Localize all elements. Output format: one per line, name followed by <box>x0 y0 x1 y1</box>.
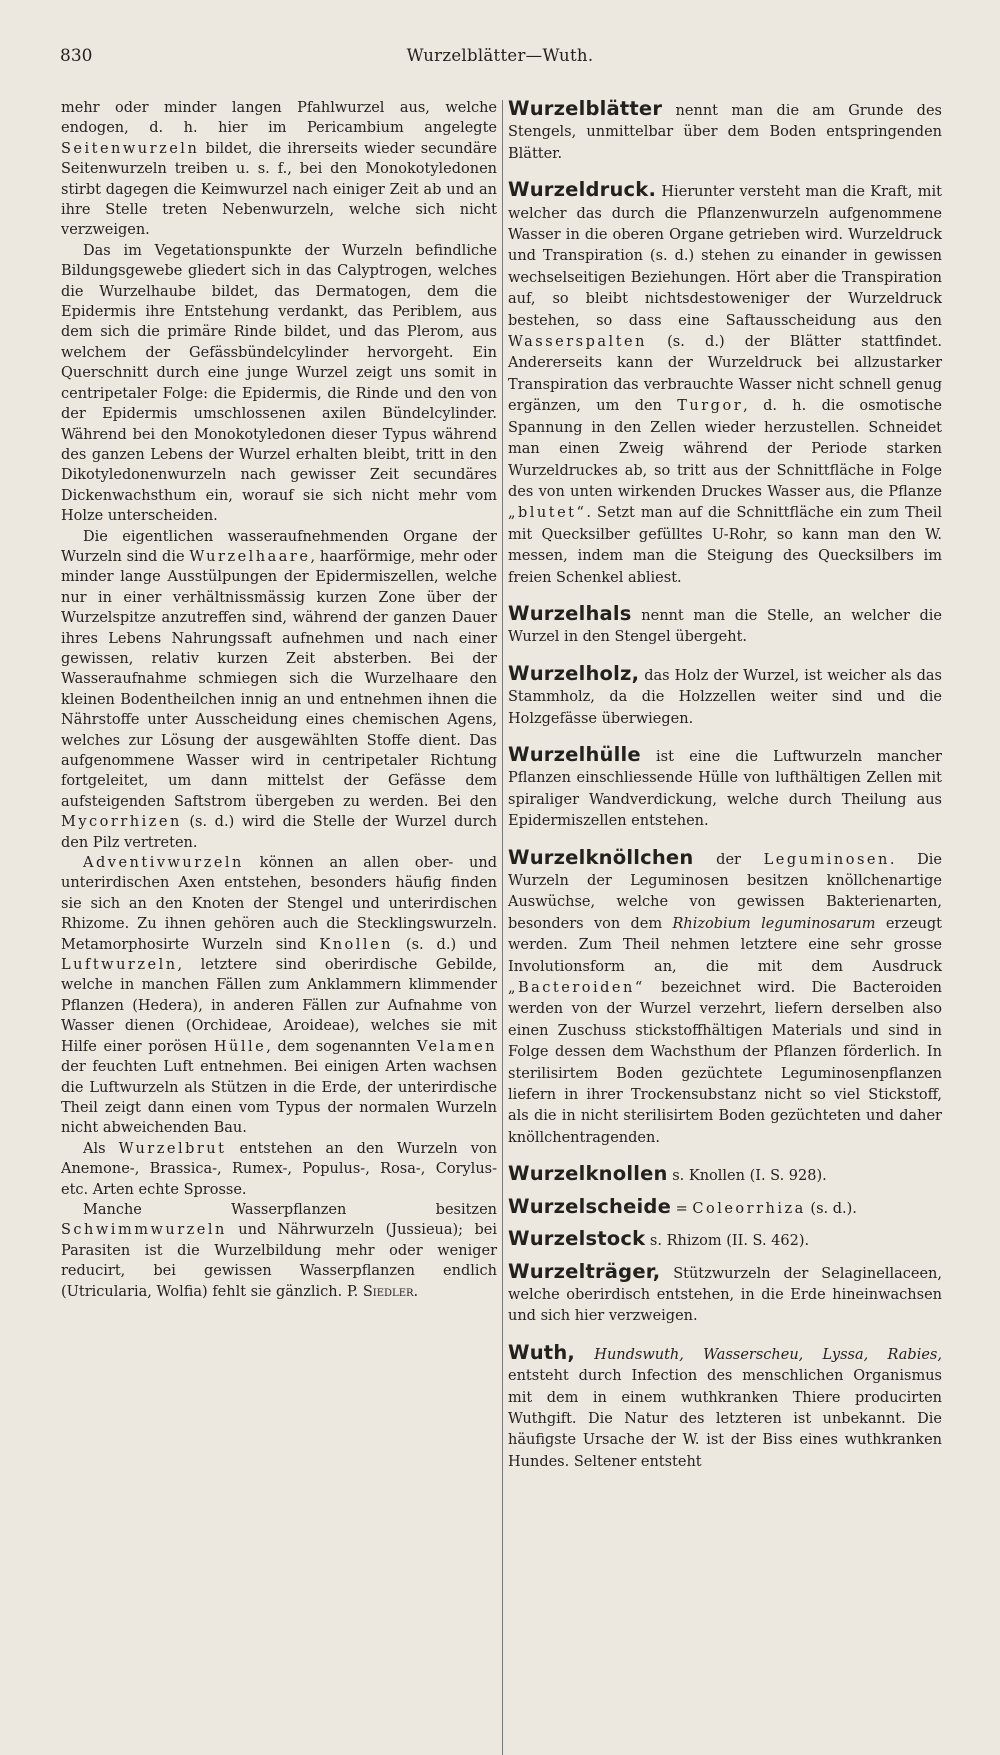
entry-wurzelknollen: Wurzelknollen s. Knollen (I. S. 928). <box>508 1162 827 1186</box>
paragraph: mehr oder minder langen Pfahlwurzel aus, welche endogen, d. h. hier im Pericambium angelegte Seitenwurzeln bildet, die ihrerseits wieder secundäre Seitenwurzeln treiben u. s. f., bei den Monokotyledonen stirbt dagegen die Keimwurzel nach einiger Zeit ab und an ihre Stelle treten Nebenwurzeln, welche sich nicht verzweigen. <box>61 100 497 239</box>
entry-wurzeldruck: Wurzeldruck. Hierunter versteht man die Kraft, mit welcher das durch die Pflanzenwurzeln aufgenommene Wasser in die oberen Organe getrieben wird. Wurzeldruck und Transpiration (s. d.) stehen zu einander in gewissen wechselseitigen Beziehungen. Hört aber die Transpiration auf, so bleibt nichtsdestoweniger der Wurzeldruck bestehen, so dass eine Saftausscheidung aus den Wasserspalten (s. d.) der Blätter stattfindet. Andererseits kann der Wurzeldruck bei allzustarker Transpiration das verbrauchte Wasser nicht schnell genug ergänzen, um den Turgor, d. h. die osmotische Spannung in den Zellen wieder herzustellen. Schneidet man einen Zweig während der Periode starken Wurzeldruckes ab, so tritt aus der Schnittfläche in Folge des von unten wirkenden Druckes Wasser aus, die Pflanze „blutet“. Setzt man auf die Schnittfläche ein zum Theil mit Quecksilber gefülltes U-Rohr, so kann man den W. messen, indem man die Steigung des Quecksilbers im freien Schenkel abliest. <box>508 178 942 586</box>
headword: Wurzelhülle <box>508 742 641 766</box>
headword: Wurzelblätter <box>508 97 663 120</box>
page-header <box>0 46 1000 76</box>
entry-wurzelknoellchen: Wurzelknöllchen der Leguminosen. Die Wurzeln der Leguminosen besitzen knöllchenartige Auswüchse, welche von gewissen Bakterienarten, besonders von dem Rhizobium leguminosarum erzeugt werden. Zum Theil nehmen letztere eine sehr grosse Involutionsform an, die mit dem Ausdruck „Bacteroiden“ bezeichnet wird. Die Bacteroiden werden von der Wurzel verzehrt, liefern derselben also einen Zuschuss stickstoffhältigen Materials und sind in Folge dessen dem Wachsthum der Pflanzen förderlich. In sterilisirtem Boden gezüchtete Leguminosenpflanzen liefern in ihrer Trockensubstanz nicht so viel Stickstoff, als die in nicht sterilisirtem Boden gezüchteten und daher knöllchentragenden. <box>508 845 943 1146</box>
entry-wurzelstock: Wurzelstock s. Rhizom (II. S. 462). <box>508 1227 810 1251</box>
paragraph: Als Wurzelbrut entstehen an den Wurzeln von Anemone-, Brassica-, Rumex-, Populus-, Rosa-, Corylus- etc. Arten echte Sprosse. <box>61 1140 497 1198</box>
right-column <box>508 98 942 1487</box>
headword: Wurzelholz, <box>508 661 640 685</box>
page-number: 830 <box>60 46 93 66</box>
paragraph: Die eigentlichen wasseraufnehmenden Organe der Wurzeln sind die Wurzelhaare, haarförmige, mehr oder minder lange Ausstülpungen der Epidermiszellen, welche nur in einer verhältnissmässig kurzen Zone über der Wurzelspitze anzutreffen sind, während der ganzen Dauer ihres Lebens Nahrungssaft aufnehmen und nach einer gewissen, relativ kurzen Zeit absterben. Bei der Wasseraufnahme schmiegen sich die Wurzelhaare den kleinen Bodentheilchen innig an und entnehmen ihnen die Nährstoffe unter Ausscheidung eines chemischen Agens, welches zur Lösung der ausgewählten Stoffe dient. Das aufgenommene Wasser wird in centripetaler Richtung fortgeleitet, um dann mittelst der Gefässe dem aufsteigenden Saftstrom übergeben zu werden. Bei den Mycorrhizen (s. d.) wird die Stelle der Wurzel durch den Pilz vertreten. <box>61 528 497 851</box>
entry-wurzeltraeger: Wurzelträger, Stützwurzeln der Selaginellaceen, welche oberirdisch entstehen, in die Erde hineinwachsen und sich hier verzweigen. <box>508 1259 942 1325</box>
paragraph: Das im Vegetationspunkte der Wurzeln befindliche Bildungsgewebe gliedert sich in das Calyptrogen, welches die Wurzelhaube bildet, das Dermatogen, dem die Epidermis ihre Entstehung verdankt, das Periblem, aus dem sich die primäre Rinde bildet, und das Plerom, aus welchem der Gefässbündelcylinder hervorgeht. Ein Querschnitt durch eine junge Wurzel zeigt uns somit in centripetaler Folge: die Epidermis, die Rinde und den von der Epidermis umschlossenen axilen Bündelcylinder. Während bei den Monokotyledonen dieser Typus während des ganzen Lebens der Wurzel erhalten bleibt, tritt in den Dikotyledonenwurzeln nach gewisser Zeit secundäres Dickenwachsthum ein, worauf sie sich nicht mehr vom Holze unterscheiden. <box>61 242 497 525</box>
entry-wurzelhuelle: Wurzelhülle ist eine die Luftwurzeln mancher Pflanzen einschliessende Hülle von lufthältigen Zellen mit spiraliger Wandverdickung, welche durch Theilung aus Epidermiszellen entstehen. <box>508 742 942 830</box>
column-divider <box>502 100 503 1755</box>
paragraph: Manche Wasserpflanzen besitzen Schwimmwurzeln und Nährwurzeln (Jussieua); bei Parasiten ist die Wurzelbildung mehr oder weniger reducirt, bei gewissen Wasserpflanzen endlich (Utricularia, Wolfia) fehlt sie gänzlich. P. Siedler. <box>61 1201 497 1300</box>
headword: Wurzelscheide <box>508 1194 672 1218</box>
headword: Wurzelstock <box>508 1227 646 1251</box>
entry-wuth: Wuth, Hundswuth, Wasserscheu, Lyssa, Rabies, entsteht durch Infection des menschlichen Organismus mit dem in einem wuthkranken Thiere producirten Wuthgift. Die Natur des letzteren ist unbekannt. Die häufigste Ursache der W. ist der Biss eines wuthkranken Hundes. Seltener entsteht <box>508 1340 942 1470</box>
left-column <box>61 98 497 1302</box>
headword: Wurzelknöllchen <box>508 845 694 869</box>
headword: Wuth, <box>508 1340 576 1364</box>
author-signature: P. Siedler. <box>346 1283 419 1300</box>
headword: Wurzeldruck. <box>508 178 657 202</box>
entry-wurzelhals: Wurzelhals nennt man die Stelle, an welcher die Wurzel in den Stengel übergeht. <box>508 601 942 646</box>
entry-wurzelscheide: Wurzelscheide = Coleorrhiza (s. d.). <box>508 1194 857 1218</box>
paragraph: Adventivwurzeln können an allen ober- und unterirdischen Axen entstehen, besonders häufig finden sie sich an den Knoten der Stengel und unterirdischen Rhizome. Zu ihnen gehören auch die Stecklingswurzeln. Metamorphosirte Wurzeln sind Knollen (s. d.) und Luftwurzeln, letztere sind oberirdische Gebilde, welche in manchen Fällen zum Anklammern klimmender Pflanzen (Hedera), in anderen Fällen zur Aufnahme von Wasser dienen (Orchideae, Aroideae), welches sie mit Hilfe einer porösen Hülle, dem sogenannten Velamen der feuchten Luft entnehmen. Bei einigen Arten wachsen die Luftwurzeln als Stützen in die Erde, der unterirdische Theil zeigt dann einen vom Typus der normalen Wurzeln nicht abweichenden Bau. <box>61 855 498 1137</box>
entry-wurzelblaetter: Wurzelblätter nennt man die am Grunde des Stengels, unmittelbar über dem Boden entspringenden Blätter. <box>508 97 942 162</box>
running-title: Wurzelblätter—Wuth. <box>406 46 594 65</box>
headword: Wurzelhals <box>508 601 632 625</box>
headword: Wurzelträger, <box>508 1259 661 1283</box>
entry-wurzelholz: Wurzelholz, das Holz der Wurzel, ist weicher als das Stammholz, da die Holzzellen weiter sind und die Holzgefässe überwiegen. <box>508 661 942 727</box>
headword: Wurzelknollen <box>508 1162 668 1186</box>
